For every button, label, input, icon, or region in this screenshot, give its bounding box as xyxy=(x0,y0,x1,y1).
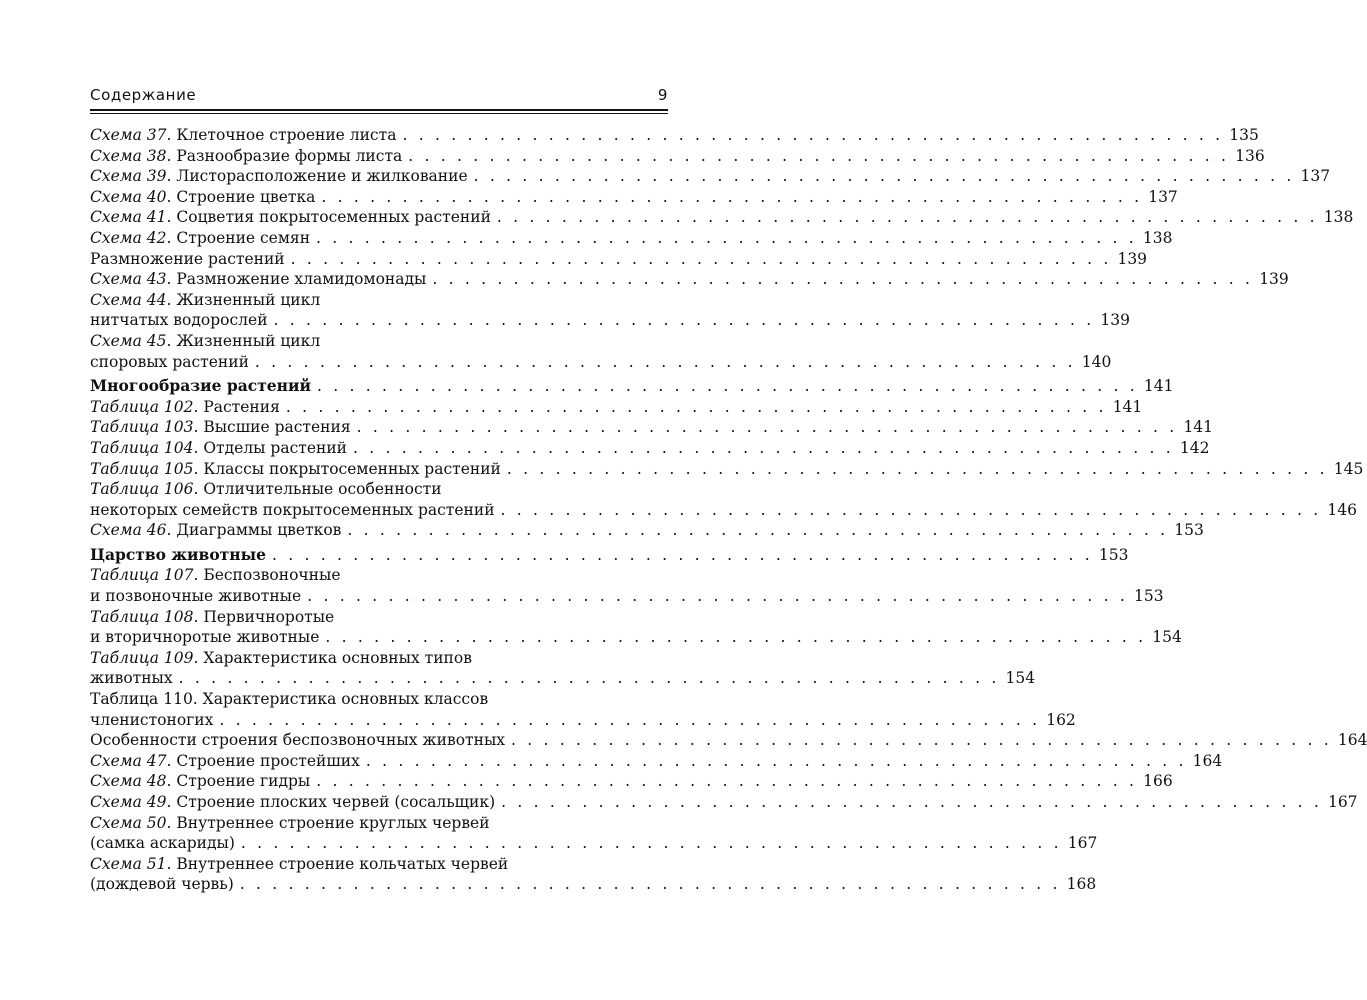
toc-item-number: Схема 38. xyxy=(90,146,172,165)
toc-entry-row xyxy=(90,207,1354,228)
toc-item-number: Таблица 102. xyxy=(90,397,199,416)
header-title: Содержание xyxy=(90,86,197,104)
toc-page-number: 142 xyxy=(1179,438,1210,457)
toc-entry-text xyxy=(90,146,402,167)
header-rule-thick xyxy=(90,109,668,111)
toc-item-number: Таблица 106. xyxy=(90,480,199,499)
toc-item-title: Отделы растений xyxy=(198,438,348,457)
toc-item xyxy=(90,689,1076,730)
toc-page-number: 136 xyxy=(1235,146,1265,165)
toc-item xyxy=(90,249,1148,270)
dot-leader: . . . . . . . . . . . . . . . . . . . . . . . . . . . . . . . . . . . . . . . . . . . . . . . . . . . xyxy=(290,249,1112,268)
toc-entry-row xyxy=(90,668,1036,689)
dot-leader: . . . . . . . . . . . . . . . . . . . . . . . . . . . . . . . . . . . . . . . . . . . . . . . . . . . xyxy=(285,397,1107,416)
header-page-number: 9 xyxy=(657,86,668,104)
toc-item-first-line xyxy=(90,479,668,500)
toc-item-number: Схема 50. xyxy=(90,813,172,832)
dot-leader: . . . . . . . . . . . . . . . . . . . . . . . . . . . . . . . . . . . . . . . . . . . . . . . . . . . xyxy=(365,751,1187,770)
toc-entry-text xyxy=(90,520,341,541)
toc-item-number: Таблица 107. xyxy=(90,566,199,585)
toc-page-number: 140 xyxy=(1081,352,1112,371)
toc-item-title: Внутреннее строение круглых червей xyxy=(171,813,490,832)
toc-entry-text: нитчатых водорослей xyxy=(90,311,268,330)
toc-item-number: Схема 46. xyxy=(90,521,172,540)
toc-item-number: Схема 41. xyxy=(90,208,172,227)
toc-item-number: Схема 49. xyxy=(90,793,172,811)
dot-leader: . . . . . . . . . . . . . . . . . . . . . . . . . . . . . . . . . . . . . . . . . . . . . . . . . . . xyxy=(273,311,1095,330)
toc-entry-text xyxy=(90,166,468,187)
toc-entry-row xyxy=(90,269,1289,290)
toc-page-number: 141 xyxy=(1183,418,1214,437)
toc-entry-text xyxy=(90,417,351,438)
toc-entry-row xyxy=(90,771,1173,792)
toc-entry-text xyxy=(90,249,285,270)
toc-page-number: 137 xyxy=(1148,187,1178,206)
toc-item-number: Таблица 103. xyxy=(90,418,199,437)
toc-item xyxy=(90,565,1164,606)
toc-item xyxy=(90,397,1143,418)
toc-item-title: Царство животные xyxy=(90,544,267,564)
toc-entry-row xyxy=(90,352,1112,373)
toc-item-title: Жизненный цикл xyxy=(171,290,321,309)
toc-item-title: Размножение хламидомонады xyxy=(171,270,427,289)
toc-entry-text xyxy=(90,792,495,813)
toc-item xyxy=(90,125,1259,146)
toc-item-number: Схема 42. xyxy=(90,228,172,247)
toc-entry-row xyxy=(90,751,1223,772)
toc-item-number: Таблица 108. xyxy=(90,607,199,626)
toc-page-number: 154 xyxy=(1005,669,1036,688)
dot-leader: . . . . . . . . . . . . . . . . . . . . . . . . . . . . . . . . . . . . . . . . . . . . . . . . . . . xyxy=(347,521,1169,540)
toc-page-number: 154 xyxy=(1152,628,1182,647)
toc-page-number: 164 xyxy=(1192,751,1223,770)
dot-leader: . . . . . . . . . . . . . . . . . . . . . . . . . . . . . . . . . . . . . . . . . . . . . . . . . . . xyxy=(511,731,1332,750)
toc-item xyxy=(90,187,1178,208)
toc-item-title: Внутреннее строение кольчатых червей xyxy=(171,854,509,873)
toc-item xyxy=(90,228,1173,249)
toc-item xyxy=(90,166,1331,187)
toc-item-title: Классы покрытосеменных растений xyxy=(198,459,501,478)
toc-entry-text: и вторичноротые животные xyxy=(90,628,320,647)
toc-item xyxy=(90,479,1357,520)
toc-entry-text xyxy=(90,207,491,228)
toc-item xyxy=(90,269,1289,290)
toc-item-title: Листорасположение и жилкование xyxy=(171,167,468,186)
toc-entry-text xyxy=(90,397,280,418)
toc-item xyxy=(90,417,1214,438)
toc-page-number: 137 xyxy=(1300,167,1331,186)
toc-entry-text: (самка аскариды) xyxy=(90,834,235,853)
toc-item-title: Разнообразие формы листа xyxy=(171,146,403,165)
toc-entry-row xyxy=(90,520,1204,541)
toc-item-title: Клеточное строение листа xyxy=(171,126,397,144)
toc-item-title: Многообразие растений xyxy=(90,376,312,396)
toc-item-title: Особенности строения беспозвоночных животных xyxy=(90,731,506,750)
toc-item-number: Схема 48. xyxy=(90,772,172,791)
toc-entry-text xyxy=(90,730,505,751)
toc-entry-row xyxy=(90,376,1174,397)
toc-page-number: 135 xyxy=(1229,126,1259,144)
toc-page-number: 139 xyxy=(1259,270,1289,289)
toc-page-number: 153 xyxy=(1098,545,1129,564)
toc-item-title: Беспозвоночные xyxy=(198,566,341,585)
toc-item-first-line xyxy=(90,648,668,669)
toc-entry-text xyxy=(90,771,310,792)
toc-item-first-line xyxy=(90,565,668,586)
toc-entry-row xyxy=(90,459,1364,480)
toc-item-title: Размножение растений xyxy=(90,249,285,268)
dot-leader: . . . . . . . . . . . . . . . . . . . . . . . . . . . . . . . . . . . . . . . . . . . . . . . . . . . xyxy=(272,545,1093,564)
toc-entry-row xyxy=(90,500,1357,521)
dot-leader: . . . . . . . . . . . . . . . . . . . . . . . . . . . . . . . . . . . . . . . . . . . . . . . . . . . xyxy=(178,669,1000,688)
toc-entry-text: споровых растений xyxy=(90,352,249,371)
toc-entry-row xyxy=(90,874,1097,895)
toc-entry-row xyxy=(90,187,1178,208)
toc-item xyxy=(90,331,1112,372)
toc-entry-row xyxy=(90,417,1214,438)
toc-item-title: Высшие растения xyxy=(198,418,351,437)
toc-item-title: Строение семян xyxy=(171,228,311,247)
toc-item xyxy=(90,607,1182,648)
toc-entry-text: (дождевой червь) xyxy=(90,875,234,894)
toc-item xyxy=(90,854,1097,895)
toc-item-first-line xyxy=(90,607,668,628)
toc-item-number: Схема 47. xyxy=(90,751,172,770)
toc-entry-row xyxy=(90,544,1129,566)
dot-leader: . . . . . . . . . . . . . . . . . . . . . . . . . . . . . . . . . . . . . . . . . . . . . . . . . . . xyxy=(496,208,1318,227)
toc-item xyxy=(90,544,1129,566)
toc-entry-text xyxy=(90,228,310,249)
dot-leader: . . . . . . . . . . . . . . . . . . . . . . . . . . . . . . . . . . . . . . . . . . . . . . . . . . . xyxy=(321,187,1143,206)
toc-item-title: Жизненный цикл xyxy=(171,331,321,350)
toc-item-first-line xyxy=(90,290,668,311)
toc-entry-row xyxy=(90,710,1076,731)
toc-entry-row xyxy=(90,228,1173,249)
toc-item-number: Схема 37. xyxy=(90,126,172,144)
toc-item xyxy=(90,520,1204,541)
toc-item-title: Диаграммы цветков xyxy=(171,521,342,540)
toc-entry-text xyxy=(90,459,501,480)
dot-leader: . . . . . . . . . . . . . . . . . . . . . . . . . . . . . . . . . . . . . . . . . . . . . . . . . . . xyxy=(356,418,1178,437)
toc-item-title: Строение простейших xyxy=(171,751,360,770)
toc-page-number: 153 xyxy=(1134,587,1164,606)
toc-item-title: Соцветия покрытосеменных растений xyxy=(171,208,491,227)
toc-entry-row xyxy=(90,438,1210,459)
toc-item-number: Таблица 105. xyxy=(90,459,199,478)
toc-item-title: Первичноротые xyxy=(198,607,335,626)
toc-page-number: 141 xyxy=(1143,377,1174,396)
toc-entry-text xyxy=(90,438,347,459)
toc-item-first-line xyxy=(90,813,668,834)
toc-item-number: Схема 40. xyxy=(90,187,172,206)
toc-page-number: 145 xyxy=(1333,459,1364,478)
toc-entry-text xyxy=(90,376,311,397)
dot-leader: . . . . . . . . . . . . . . . . . . . . . . . . . . . . . . . . . . . . . . . . . . . . . . . . . . . xyxy=(219,710,1041,729)
toc-entry-text: животных xyxy=(90,669,173,688)
toc-entry-row xyxy=(90,166,1331,187)
dot-leader: . . . . . . . . . . . . . . . . . . . . . . . . . . . . . . . . . . . . . . . . . . . . . . . . . . . xyxy=(500,500,1322,519)
toc-entry-text: некоторых семейств покрытосеменных растений xyxy=(90,500,495,519)
toc-entry-text xyxy=(90,187,315,208)
toc-entry-text xyxy=(90,545,266,566)
toc-page xyxy=(90,86,1367,895)
toc-item-number: Схема 45. xyxy=(90,331,172,350)
toc-item-number: Схема 51. xyxy=(90,854,172,873)
toc-page-number: 146 xyxy=(1327,500,1357,519)
toc-item xyxy=(90,648,1036,689)
toc-page-number: 164 xyxy=(1337,731,1367,750)
toc-item-first-line xyxy=(90,854,668,875)
dot-leader: . . . . . . . . . . . . . . . . . . . . . . . . . . . . . . . . . . . . . . . . . . . . . . . . . . . xyxy=(408,146,1230,165)
dot-leader: . . . . . . . . . . . . . . . . . . . . . . . . . . . . . . . . . . . . . . . . . . . . . . . . . . . xyxy=(432,270,1254,289)
toc-item-first-line xyxy=(90,331,668,352)
toc-item-number: Схема 43. xyxy=(90,270,172,289)
toc-item-title: Строение плоских червей (сосальщик) xyxy=(171,793,496,811)
toc-entry-row xyxy=(90,586,1164,607)
dot-leader: . . . . . . . . . . . . . . . . . . . . . . . . . . . . . . . . . . . . . . . . . . . . . . . . . . . xyxy=(402,126,1224,144)
dot-leader: . . . . . . . . . . . . . . . . . . . . . . . . . . . . . . . . . . . . . . . . . . . . . . . . . . . xyxy=(317,377,1138,396)
dot-leader: . . . . . . . . . . . . . . . . . . . . . . . . . . . . . . . . . . . . . . . . . . . . . . . . . . . xyxy=(316,228,1137,247)
toc-item-number: Схема 39. xyxy=(90,167,172,186)
toc-entry-row xyxy=(90,310,1130,331)
toc-item xyxy=(90,207,1354,228)
dot-leader: . . . . . . . . . . . . . . . . . . . . . . . . . . . . . . . . . . . . . . . . . . . . . . . . . . . xyxy=(325,628,1147,647)
toc-item-title: Таблица 110. Характеристика основных классов xyxy=(90,690,489,709)
toc-entry-text xyxy=(90,751,360,772)
dot-leader: . . . . . . . . . . . . . . . . . . . . . . . . . . . . . . . . . . . . . . . . . . . . . . . . . . . xyxy=(353,438,1174,457)
toc-item-number: Таблица 109. xyxy=(90,648,199,667)
toc-entry-text: и позвоночные животные xyxy=(90,587,302,606)
toc-item-title: Характеристика основных типов xyxy=(198,648,472,667)
toc-page-number: 153 xyxy=(1174,521,1204,540)
toc-page-number: 167 xyxy=(1067,834,1098,853)
toc-item-title: Растения xyxy=(198,397,280,416)
toc-item xyxy=(90,146,1265,167)
toc-item-title: Отличительные особенности xyxy=(198,480,442,499)
toc-entry-row xyxy=(90,792,1358,813)
toc-page-number: 141 xyxy=(1112,397,1143,416)
toc-item xyxy=(90,459,1364,480)
toc-page-number: 139 xyxy=(1100,311,1130,330)
toc-entry-row xyxy=(90,249,1148,270)
toc-item-number: Таблица 104. xyxy=(90,438,199,457)
toc-entry-row xyxy=(90,627,1182,648)
toc-item xyxy=(90,751,1223,772)
dot-leader: . . . . . . . . . . . . . . . . . . . . . . . . . . . . . . . . . . . . . . . . . . . . . . . . . . . xyxy=(506,459,1328,478)
toc-entry-row xyxy=(90,833,1098,854)
toc-entry-text xyxy=(90,125,396,146)
toc-item-first-line xyxy=(90,689,668,710)
toc-item xyxy=(90,813,1098,854)
toc-entry-text: членистоногих xyxy=(90,710,214,729)
toc-item xyxy=(90,771,1173,792)
dot-leader: . . . . . . . . . . . . . . . . . . . . . . . . . . . . . . . . . . . . . . . . . . . . . . . . . . . xyxy=(501,793,1322,811)
toc-entry-text xyxy=(90,269,426,290)
toc-item xyxy=(90,792,1358,813)
toc-page-number: 168 xyxy=(1066,875,1097,894)
toc-item-title: Строение гидры xyxy=(171,772,311,791)
dot-leader: . . . . . . . . . . . . . . . . . . . . . . . . . . . . . . . . . . . . . . . . . . . . . . . . . . . xyxy=(473,167,1295,186)
toc-item xyxy=(90,290,1130,331)
toc-entry-row xyxy=(90,730,1367,751)
dot-leader: . . . . . . . . . . . . . . . . . . . . . . . . . . . . . . . . . . . . . . . . . . . . . . . . . . . xyxy=(307,587,1129,606)
toc-page-number: 166 xyxy=(1143,772,1173,791)
toc-page-number: 139 xyxy=(1117,249,1148,268)
dot-leader: . . . . . . . . . . . . . . . . . . . . . . . . . . . . . . . . . . . . . . . . . . . . . . . . . . . xyxy=(240,834,1062,853)
header-rule-thin xyxy=(90,113,668,114)
toc-item xyxy=(90,730,1367,751)
toc-item xyxy=(90,376,1174,397)
table-of-contents xyxy=(90,125,1367,895)
running-header xyxy=(90,86,668,106)
toc-item xyxy=(90,438,1210,459)
toc-item-title: Строение цветка xyxy=(171,187,316,206)
toc-entry-row xyxy=(90,397,1143,418)
dot-leader: . . . . . . . . . . . . . . . . . . . . . . . . . . . . . . . . . . . . . . . . . . . . . . . . . . . xyxy=(254,352,1076,371)
toc-entry-row xyxy=(90,125,1259,146)
toc-page-number: 167 xyxy=(1327,793,1358,811)
toc-item-number: Схема 44. xyxy=(90,290,172,309)
toc-page-number: 138 xyxy=(1323,208,1354,227)
dot-leader: . . . . . . . . . . . . . . . . . . . . . . . . . . . . . . . . . . . . . . . . . . . . . . . . . . . xyxy=(239,875,1061,894)
dot-leader: . . . . . . . . . . . . . . . . . . . . . . . . . . . . . . . . . . . . . . . . . . . . . . . . . . . xyxy=(316,772,1138,791)
toc-entry-row xyxy=(90,146,1265,167)
toc-page-number: 162 xyxy=(1046,710,1076,729)
toc-page-number: 138 xyxy=(1142,228,1173,247)
